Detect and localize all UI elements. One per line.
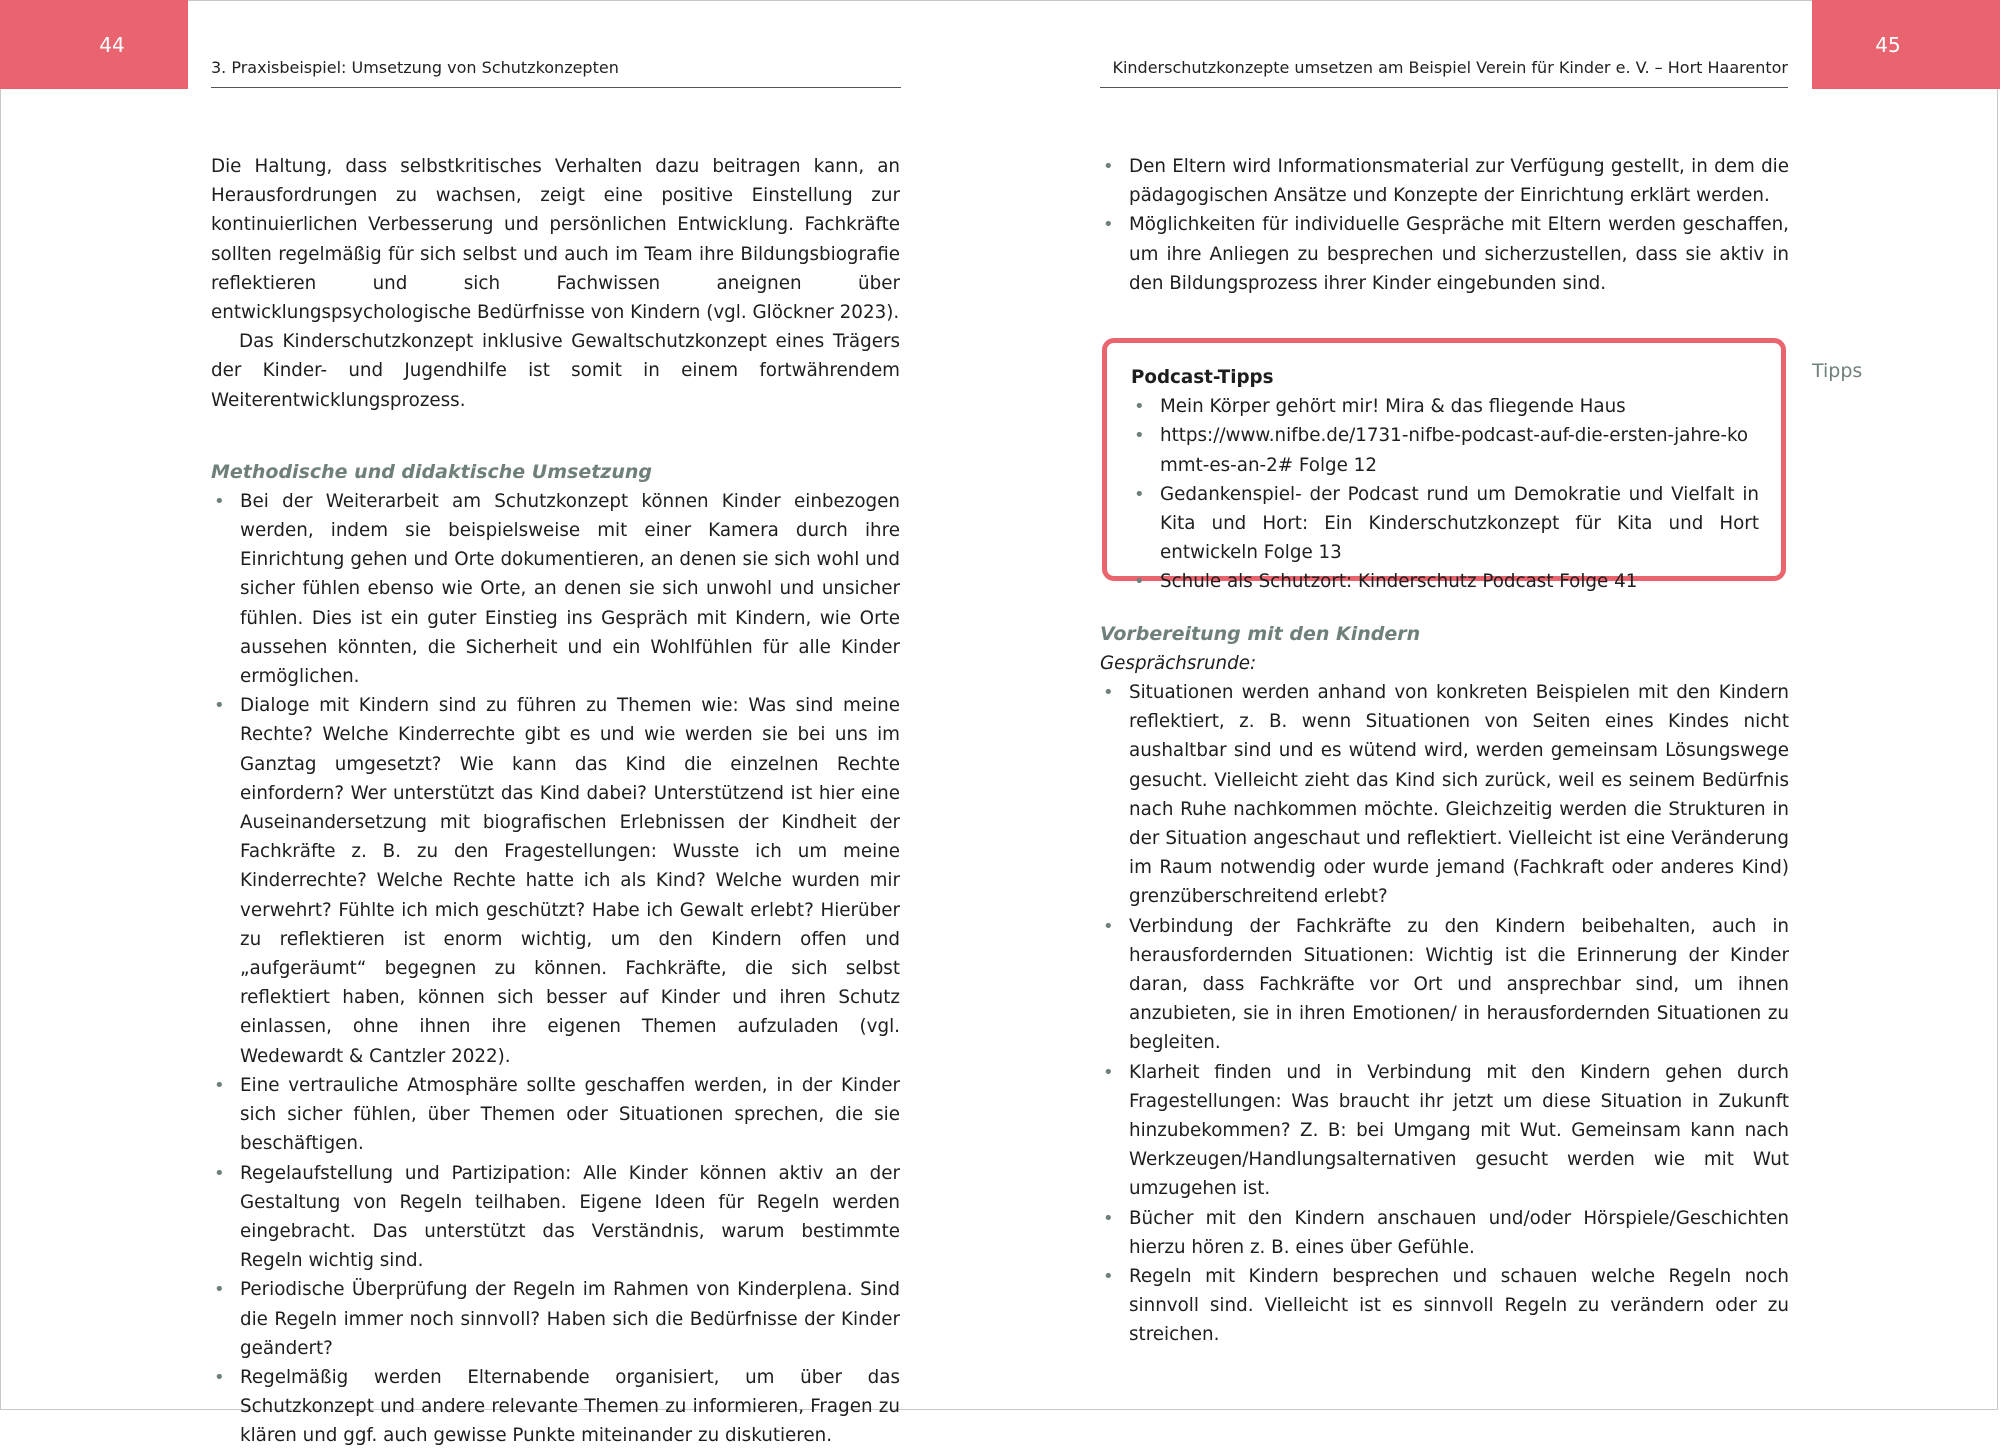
subheading: Gesprächsrunde:	[1100, 653, 1257, 674]
list-item: • Den Eltern wird Informationsmaterial zur Verfügung gestellt, in dem die pädagogischen Ansätze und Konzepte der Einrichtung erklärt werden.	[1100, 152, 1789, 210]
right-column-bottom	[1100, 577, 1789, 1350]
bullet-icon: •	[1134, 483, 1145, 505]
paragraph: Die Haltung, dass selbstkritisches Verhalten dazu beitragen kann, an Herausfordrungen zu wachsen, zeigt eine positive Einstellung zur kontinuierlichen Verbesserung und persönlichen Entwicklung. Fachkräfte sollten regelmäßig für sich selbst und auch im Team ihre Bildungsbiografie reflektieren und sich Fachwissen aneignen über entwicklungspsychologische Bedürfnisse von Kindern (vgl. Glöckner 2023).	[211, 156, 900, 324]
bullet-icon: •	[214, 1279, 225, 1301]
bullet-icon: •	[1103, 1207, 1114, 1229]
bullet-icon: •	[1103, 156, 1114, 177]
list-item: • Periodische Überprüfung der Regeln im Rahmen von Kinderplena. Sind die Regeln immer noch sinnvoll? Haben sich die Bedürfnisse der Kinder geändert?	[211, 1275, 900, 1363]
bullet-icon: •	[1103, 682, 1114, 703]
list-item: • Regeln mit Kindern besprechen und schauen welche Regeln noch sinnvoll sind. Vielleicht ist es sinnvoll Regeln zu verändern oder zu streichen.	[1100, 1262, 1789, 1350]
tip-list	[1131, 392, 1759, 596]
list-item: • Dialoge mit Kindern sind zu führen zu Themen wie: Was sind meine Rechte? Welche Kinderrechte gibt es und wie werden sie bei uns im Ganztag umgesetzt? Wie kann das Kind die einzelnen Rechte einfordern? Wer unterstützt das Kind dabei? Unterstützend ist hier eine Auseinandersetzung mit biografischen Erlebnissen der Kindheit der Fachkräfte z. B. zu den Fragestellungen: Wusste ich um meine Kinderrechte? Welche Rechte hatte ich als Kind? Welche wurden mir verwehrt? Fühlte ich mich geschützt? Habe ich Gewalt erlebt? Hierüber zu reflektieren ist enorm wichtig, um den Kindern offen und „aufgeräumt“ begegnen zu können. Fachkräfte, die sich selbst reflektiert haben, können sich besser auf Kinder und ihren Schutz einlassen, ohne ihnen ihre eigenen Themen aufzuladen (vgl. Wedewardt & Cantzler 2022).	[211, 691, 900, 1071]
list-item: • Bücher mit den Kindern anschauen und/oder Hörspiele/Geschichten hierzu hören z. B. eines über Gefühle.	[1100, 1204, 1789, 1262]
bullet-icon: •	[214, 695, 225, 717]
list-item: • Bei der Weiterarbeit am Schutzkonzept können Kinder einbezogen werden, indem sie beispielsweise mit einer Kamera durch ihre Einrichtung gehen und Orte dokumentieren, an denen sie sich wohl und sicher fühlen ebenso wie Orte, an denen sie sich unwohl und unsicher fühlen. Dies ist ein guter Einstieg ins Gespräch mit Kindern, wie Orte aussehen könnten, die Sicherheit und ein Wohlfühlen für alle Kinder ermöglichen.	[211, 487, 900, 691]
bullet-icon: •	[1134, 425, 1145, 447]
list-item: • Regelmäßig werden Elternabende organisiert, um über das Schutzkonzept und andere relevante Themen zu informieren, Fragen zu klären und ggf. auch gewisse Punkte miteinander zu diskutieren.	[211, 1363, 900, 1451]
list-item: • Verbindung der Fachkräfte zu den Kindern beibehalten, auch in herausfordernden Situationen: Wichtig ist die Erinnerung der Kinder daran, dass Fachkräfte vor Ort und ansprechbar sind, um ihnen anzubieten, sie in ihren Emotionen/ in herausfordernden Situationen zu begleiten.	[1100, 912, 1789, 1058]
tips-margin-label: Tipps	[1812, 360, 1863, 382]
bullet-icon: •	[1134, 396, 1145, 418]
list-item: • Mein Körper gehört mir! Mira & das fliegende Haus	[1131, 392, 1759, 421]
paragraph: Das Kinderschutzkonzept inklusive Gewaltschutzkonzept eines Trägers der Kinder- und Jugendhilfe ist somit in einem fortwährendem Weiterentwicklungsprozess.	[211, 331, 900, 411]
section-heading: Methodische und didaktische Umsetzung	[211, 460, 653, 483]
bullet-icon: •	[1103, 915, 1114, 937]
right-running-head: Kinderschutzkonzepte umsetzen am Beispiel Verein für Kinder e. V. – Hort Haarentor	[1112, 58, 1788, 77]
left-page-number-box	[0, 0, 188, 89]
list-item: • Situationen werden anhand von konkreten Beispielen mit den Kindern reflektiert, z. B. wenn Situationen von Seiten eines Kindes nicht aushaltbar sind und es wütend wird, werden gemeinsam Lösungswege gesucht. Vielleicht zieht das Kind sich zurück, weil es seinem Bedürfnis nach Ruhe nachkommen möchte. Gleichzeitig werden die Strukturen in der Situation angeschaut und reflektiert. Vielleicht ist eine Veränderung im Raum notwendig oder wurde jemand (Fachkraft oder anderes Kind) grenzüberschreitend erlebt?	[1100, 678, 1789, 912]
bullet-list	[211, 487, 900, 1451]
podcast-tip-box	[1102, 338, 1786, 593]
left-header-rule	[211, 87, 901, 88]
list-item: • Schule als Schutzort: Kinderschutz Podcast Folge 41	[1131, 567, 1759, 596]
bullet-icon: •	[214, 490, 225, 512]
bullet-icon: •	[1134, 571, 1145, 593]
bullet-icon: •	[1103, 1266, 1114, 1288]
left-column	[211, 152, 900, 1451]
bullet-icon: •	[214, 1162, 225, 1184]
right-page-number-box	[1812, 0, 2000, 89]
right-column-top	[1100, 152, 1789, 298]
list-item: • https://www.nifbe.de/1731-nifbe-podcast-auf-die-ersten-jahre-kommt-es-an-2# Folge 12	[1131, 421, 1759, 479]
left-running-head: 3. Praxisbeispiel: Umsetzung von Schutzkonzepten	[211, 58, 619, 77]
list-item: • Gedankenspiel- der Podcast rund um Demokratie und Vielfalt in Kita und Hort: Ein Kinderschutzkonzept für Kita und Hort entwickeln Folge 13	[1131, 480, 1759, 568]
tip-box-title: Podcast-Tipps	[1131, 367, 1274, 388]
list-item: • Eine vertrauliche Atmosphäre sollte geschaffen werden, in der Kinder sich sicher fühlen, über Themen oder Situationen sprechen, die sie beschäftigen.	[211, 1071, 900, 1159]
left-page-number: 44	[99, 32, 125, 57]
bullet-list	[1100, 678, 1789, 1350]
bullet-icon: •	[214, 1366, 225, 1388]
bullet-list	[1100, 152, 1789, 298]
right-header-rule	[1100, 87, 1788, 88]
list-item: • Klarheit finden und in Verbindung mit den Kindern gehen durch Fragestellungen: Was braucht ihr jetzt um diese Situation in Zukunft hinzubekommen? Z. B: bei Umgang mit Wut. Gemeinsam kann nach Werkzeugen/Handlungsalternativen gesucht werden wie mit Wut umzugehen ist.	[1100, 1058, 1789, 1204]
bullet-icon: •	[1103, 1061, 1114, 1083]
list-item: • Möglichkeiten für individuelle Gespräche mit Eltern werden geschaffen, um ihre Anliegen zu besprechen und sicherzustellen, dass sie aktiv in den Bildungsprozess ihrer Kinder eingebunden sind.	[1100, 210, 1789, 298]
bullet-icon: •	[1103, 214, 1114, 236]
list-item: • Regelaufstellung und Partizipation: Alle Kinder können aktiv an der Gestaltung von Regeln teilhaben. Eigene Ideen für Regeln werden eingebracht. Das unterstützt das Verständnis, warum bestimmte Regeln wichtig sind.	[211, 1159, 900, 1276]
bullet-icon: •	[214, 1074, 225, 1096]
section-heading: Vorbereitung mit den Kindern	[1100, 623, 1421, 645]
right-page-number: 45	[1875, 32, 1901, 57]
